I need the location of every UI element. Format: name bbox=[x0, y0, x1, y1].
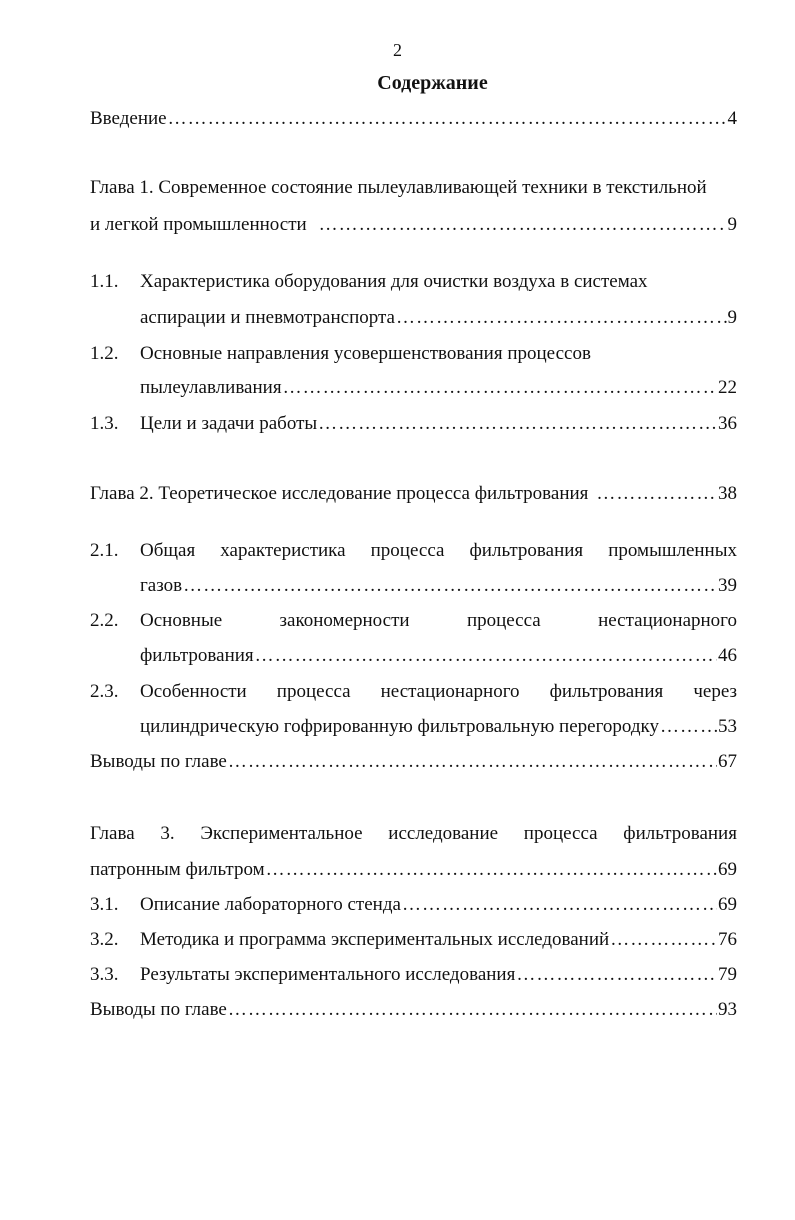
toc-section-1-1-line2 bbox=[140, 304, 737, 332]
word: промышленных bbox=[608, 540, 737, 561]
leader-dots bbox=[228, 996, 717, 1024]
toc-page-number: 67 bbox=[718, 751, 737, 772]
word: Экспериментальное bbox=[200, 823, 363, 844]
section-number: 2.2. bbox=[90, 610, 119, 631]
toc-page-number: 9 bbox=[727, 214, 737, 235]
toc-page-number: 46 bbox=[718, 645, 737, 666]
word: фильтрования bbox=[549, 681, 664, 702]
leader-dots bbox=[660, 713, 717, 741]
toc-chapter-1-line2 bbox=[90, 211, 737, 239]
toc-section-1-3 bbox=[140, 410, 737, 438]
toc-page-number: 38 bbox=[718, 483, 737, 504]
leader-dots bbox=[516, 961, 717, 989]
toc-entry-text: патронным фильтром bbox=[90, 859, 265, 880]
toc-page-number: 93 bbox=[718, 999, 737, 1020]
toc-section-2-1-line2 bbox=[140, 572, 737, 600]
section-number: 3.1. bbox=[90, 894, 119, 915]
toc-entry-text: Результаты экспериментального исследования bbox=[140, 964, 516, 985]
section-number: 2.1. bbox=[90, 540, 119, 561]
toc-page-number: 4 bbox=[727, 108, 737, 129]
leader-dots bbox=[283, 374, 717, 402]
toc-entry-text: газов bbox=[140, 575, 183, 596]
toc-entry-text: Выводы по главе bbox=[90, 999, 227, 1020]
word: через bbox=[693, 681, 737, 702]
word: фильтрования bbox=[469, 540, 584, 561]
leader-dots bbox=[266, 856, 717, 884]
leader-dots bbox=[168, 105, 727, 133]
toc-section-3-3 bbox=[140, 961, 737, 989]
word: Основные bbox=[140, 610, 223, 631]
toc-entry-text: Глава 2. Теоретическое исследование процесса фильтрования bbox=[90, 483, 589, 504]
section-number: 1.2. bbox=[90, 343, 119, 364]
section-number: 1.1. bbox=[90, 271, 119, 292]
toc-page-number: 36 bbox=[718, 413, 737, 434]
toc-page-number: 9 bbox=[727, 307, 737, 328]
toc-page-number: 76 bbox=[718, 929, 737, 950]
word: 3. bbox=[160, 823, 175, 844]
page-number: 2 bbox=[393, 40, 402, 60]
toc-entry-text: и легкой промышленности bbox=[90, 214, 307, 235]
toc-page-number: 39 bbox=[718, 575, 737, 596]
section-number: 3.3. bbox=[90, 964, 119, 985]
leader-dots bbox=[228, 748, 717, 776]
leader-dots bbox=[396, 304, 727, 332]
leader-dots bbox=[183, 572, 717, 600]
toc-entry-text: фильтрования bbox=[140, 645, 254, 666]
toc-page-number: 22 bbox=[718, 377, 737, 398]
toc-chapter-2 bbox=[90, 480, 737, 508]
toc-section-2-2-line2 bbox=[140, 642, 737, 670]
toc-chapter-3-conclusions bbox=[90, 996, 737, 1024]
toc-section-2-2-line1 bbox=[140, 607, 737, 635]
word: характеристика bbox=[220, 540, 346, 561]
toc-section-3-2 bbox=[140, 926, 737, 954]
word: закономерности bbox=[279, 610, 410, 631]
word: процесса bbox=[466, 610, 541, 631]
leader-dots bbox=[319, 211, 727, 239]
toc-chapter-1-line1: Глава 1. Современное состояние пылеулавливающей техники в текстильной bbox=[90, 177, 707, 198]
toc-chapter-2-conclusions bbox=[90, 748, 737, 776]
toc-section-1-2-line2 bbox=[140, 374, 737, 402]
leader-dots bbox=[255, 642, 717, 670]
word: процесса bbox=[523, 823, 598, 844]
leader-dots bbox=[402, 891, 717, 919]
word: Глава bbox=[90, 823, 135, 844]
word: Особенности bbox=[140, 681, 247, 702]
toc-entry-intro bbox=[90, 105, 737, 133]
toc-entry-text: цилиндрическую гофрированную фильтровальную перегородку bbox=[140, 716, 659, 737]
word: нестационарного bbox=[380, 681, 520, 702]
toc-section-1-1-line1: Характеристика оборудования для очистки воздуха в системах bbox=[140, 271, 648, 292]
toc-entry-text: Цели и задачи работы bbox=[140, 413, 318, 434]
toc-chapter-3-line1 bbox=[90, 820, 737, 848]
toc-page-number: 69 bbox=[718, 859, 737, 880]
section-number: 3.2. bbox=[90, 929, 119, 950]
word: нестационарного bbox=[598, 610, 737, 631]
toc-section-1-2-line1: Основные направления усовершенствования процессов bbox=[140, 343, 591, 364]
toc-page-number: 79 bbox=[718, 964, 737, 985]
toc-entry-text: Методика и программа экспериментальных исследований bbox=[140, 929, 610, 950]
word: процесса bbox=[276, 681, 351, 702]
toc-entry-text: Выводы по главе bbox=[90, 751, 227, 772]
word: процесса bbox=[370, 540, 445, 561]
toc-page-number: 69 bbox=[718, 894, 737, 915]
toc-entry-text: аспирации и пневмотранспорта bbox=[140, 307, 395, 328]
toc-entry-text: пылеулавливания bbox=[140, 377, 282, 398]
toc-entry-text: Введение bbox=[90, 108, 167, 129]
section-number: 2.3. bbox=[90, 681, 119, 702]
toc-chapter-3-line2 bbox=[90, 856, 737, 884]
toc-section-2-3-line1 bbox=[140, 678, 737, 706]
toc-section-2-1-line1 bbox=[140, 537, 737, 565]
toc-entry-text: Описание лабораторного стенда bbox=[140, 894, 401, 915]
toc-section-3-1 bbox=[140, 891, 737, 919]
word: Общая bbox=[140, 540, 196, 561]
leader-dots bbox=[610, 926, 717, 954]
word: исследование bbox=[388, 823, 499, 844]
leader-dots bbox=[596, 480, 717, 508]
word: фильтрования bbox=[623, 823, 737, 844]
toc-page-number: 53 bbox=[718, 716, 737, 737]
section-number: 1.3. bbox=[90, 413, 119, 434]
toc-title: Содержание bbox=[377, 72, 488, 94]
toc-section-2-3-line2 bbox=[140, 713, 737, 741]
leader-dots bbox=[318, 410, 717, 438]
